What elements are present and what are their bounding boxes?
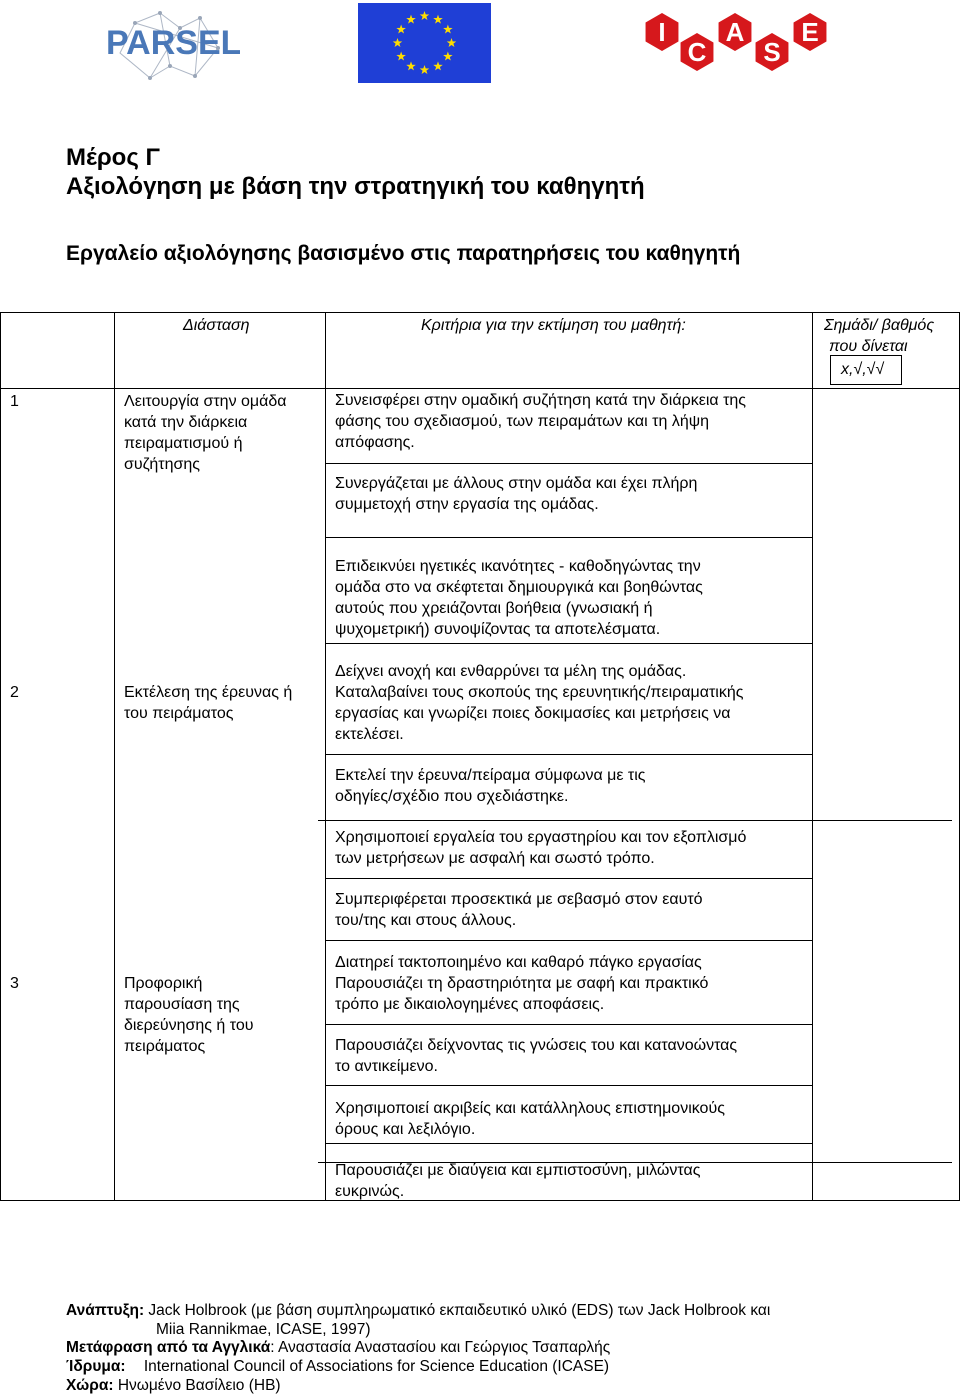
part-subtitle: Αξιολόγηση με βάση την στρατηγική του καθηγητή [66, 173, 645, 200]
criteria-divider [325, 878, 812, 879]
criteria-header: Κριτήρια για την εκτίμηση του μαθητή: [421, 317, 686, 334]
icase-logo [640, 10, 835, 72]
criterion-line: οδηγίες/σχέδιο που σχεδιάστηκε. [335, 788, 569, 805]
footer-text: Miia Rannikmae, ICASE, 1997) [156, 1321, 371, 1338]
icase-letter: A [725, 17, 745, 47]
criteria-divider [325, 1143, 812, 1144]
criterion [335, 1098, 725, 1140]
dimension-cell [124, 391, 287, 475]
eu-flag [358, 3, 491, 83]
criterion-line: Χρησιμοποιεί εργαλεία του εργαστηρίου και τον εξοπλισμό [335, 829, 747, 846]
criterion-line: συμμετοχή στην εργασία της ομάδας. [335, 496, 599, 513]
criterion [335, 889, 703, 931]
footer-text: Ηνωμένο Βασίλειο (ΗΒ) [117, 1377, 281, 1394]
criterion [335, 473, 697, 515]
criterion-line: όρους και λεξιλόγιο. [335, 1121, 476, 1138]
column-divider [114, 312, 115, 1201]
footer-text: : Αναστασία Αναστασίου και Γεώργιος Τσαπαρλής [270, 1339, 611, 1356]
footer-translation [66, 1338, 610, 1357]
criterion-line: Επιδεικνύει ηγετικές ικανότητες - καθοδηγώντας την [335, 558, 701, 575]
dimension-cell [124, 682, 292, 724]
criterion-line: ευκρινώς. [335, 1183, 405, 1200]
criterion-line: εργασίας και γνωρίζει ποιες δοκιμασίες και μετρήσεις να [335, 705, 731, 722]
criteria-divider [325, 940, 812, 941]
dimension-line: πειραματισμού ή [124, 435, 243, 452]
criterion-line: Παρουσιάζει με διαύγεια και εμπιστοσύνη, μιλώντας [335, 1162, 701, 1179]
dimension-line: Προφορική [124, 975, 203, 992]
icase-letter: C [687, 37, 707, 67]
row-number: 3 [10, 975, 19, 992]
footer-foundation [66, 1357, 609, 1376]
dimension-line: Εκτέλεση της έρευνας ή [124, 684, 293, 701]
criterion-line: Καταλαβαίνει τους σκοπούς της ερευνητικής/πειραματικής [335, 684, 744, 701]
criteria-divider [318, 820, 952, 821]
eu-star-icon [393, 38, 403, 47]
eu-star-icon [433, 15, 443, 24]
icase-letter: I [658, 17, 666, 47]
column-divider [812, 312, 813, 1201]
column-divider [325, 312, 326, 1201]
criterion [335, 1160, 700, 1202]
footer-label: Μετάφραση από τα Αγγλικά [66, 1339, 271, 1356]
eu-star-icon [443, 25, 453, 34]
eu-star-icon [406, 61, 416, 70]
criterion-line: τρόπο με δικαιολογημένες αποφάσεις. [335, 996, 605, 1013]
dimension-header: Διάσταση [183, 317, 250, 334]
mark-header: Σημάδι/ βαθμός [824, 317, 935, 334]
criteria-divider [325, 643, 812, 644]
eu-star-icon [396, 52, 406, 61]
dimension-line: πειράματος [124, 1038, 206, 1055]
criterion [335, 682, 743, 745]
eu-star-icon [433, 61, 443, 70]
criteria-divider [325, 754, 812, 755]
criterion-line: Παρουσιάζει δείχνοντας τις γνώσεις του και κατανοώντας [335, 1037, 738, 1054]
eu-star-icon [406, 15, 416, 24]
criterion-line: Εκτελεί την έρευνα/πείραμα σύμφωνα με τις [335, 767, 646, 784]
criterion-line: Χρησιμοποιεί ακριβείς και κατάλληλους επιστημονικούς [335, 1100, 725, 1117]
dimension-line: διερεύνησης ή του [124, 1017, 254, 1034]
mark-symbols: x,√,√√ [841, 361, 885, 378]
criterion [335, 1035, 737, 1077]
criterion-line: Συνεισφέρει στην ομαδική συζήτηση κατά την διάρκεια της [335, 392, 747, 409]
footer-country [66, 1376, 281, 1395]
criterion [335, 390, 746, 453]
dimension-line: συζήτησης [124, 456, 200, 473]
criterion-line: ψυχομετρική) συνοψίζοντας τα αποτελέσματα. [335, 621, 661, 638]
criterion [335, 556, 703, 640]
eu-star-icon [443, 52, 453, 61]
eu-star-icon [420, 11, 430, 20]
dimension-line: κατά την διάρκεια [124, 414, 248, 431]
criterion-line: Δείχνει ανοχή και ενθαρρύνει τα μέλη της ομάδας. [335, 663, 687, 680]
table-top-border [0, 312, 960, 313]
criterion-line: των μετρήσεων με ασφαλή και σωστό τρόπο. [335, 850, 655, 867]
criterion-line: απόφασης. [335, 434, 415, 451]
footer-text: Jack Holbrook (με βάση συμπληρωματικό εκπαιδευτικό υλικό (EDS) των Jack Holbrook και [148, 1302, 771, 1319]
criteria-divider [325, 1024, 812, 1025]
dimension-line: παρουσίαση της [124, 996, 240, 1013]
row-number: 1 [10, 393, 19, 410]
criterion [335, 973, 708, 1015]
criterion [335, 765, 646, 807]
criterion-line: Παρουσιάζει τη δραστηριότητα με σαφή και πρακτικό [335, 975, 709, 992]
criterion-line: Συνεργάζεται με άλλους στην ομάδα και έχει πλήρη [335, 475, 698, 492]
icase-letter: E [801, 17, 819, 47]
row-number: 2 [10, 684, 19, 701]
criterion-line: εκτελέσει. [335, 726, 404, 743]
dimension-cell [124, 973, 254, 1057]
table-left-border [0, 312, 1, 1201]
criterion [335, 661, 686, 682]
eu-star-icon [447, 38, 457, 47]
criterion-line: φάσης του σχεδιασμού, των πειραμάτων και τη λήψη [335, 413, 710, 430]
footer-label: Ανάπτυξη: [66, 1302, 145, 1319]
footer-label: Χώρα: [66, 1377, 114, 1394]
criterion-line: το αντικείμενο. [335, 1058, 438, 1075]
criterion [335, 952, 702, 973]
mark-header-line2: που δίνεται [829, 338, 908, 355]
dimension-line: Λειτουργία στην ομάδα [124, 393, 287, 410]
part-title: Μέρος Γ [66, 144, 160, 171]
parsel-logo-text: PARSEL [106, 24, 240, 62]
criterion-line: Συμπεριφέρεται προσεκτικά με σεβασμό στον εαυτό [335, 891, 703, 908]
criterion-line: αυτούς που χρειάζονται βοήθεια (γνωσιακή ή [335, 600, 653, 617]
criterion-line: ομάδα στο να σκέφτεται δημιουργικά και βοηθώντας [335, 579, 703, 596]
criterion-line: του/της και στους άλλους. [335, 912, 517, 929]
criterion [335, 827, 746, 869]
criteria-divider [325, 1085, 812, 1086]
footer-label: Ίδρυμα: [66, 1358, 126, 1375]
footer-text: International Council of Associations for Science Education (ICASE) [143, 1358, 610, 1375]
footer-development [66, 1301, 770, 1320]
criterion-line: Διατηρεί τακτοποιημένο και καθαρό πάγκο εργασίας [335, 954, 702, 971]
criteria-divider [325, 463, 812, 464]
header-bottom-border [0, 388, 960, 389]
icase-letter: S [763, 37, 781, 67]
tool-title: Εργαλείο αξιολόγησης βασισμένο στις παρατηρήσεις του καθηγητή [66, 242, 741, 265]
dimension-line: του πειράματος [124, 705, 234, 722]
parsel-logo [100, 8, 240, 83]
eu-star-icon [420, 65, 430, 74]
criteria-divider [325, 537, 812, 538]
eu-star-icon [396, 25, 406, 34]
